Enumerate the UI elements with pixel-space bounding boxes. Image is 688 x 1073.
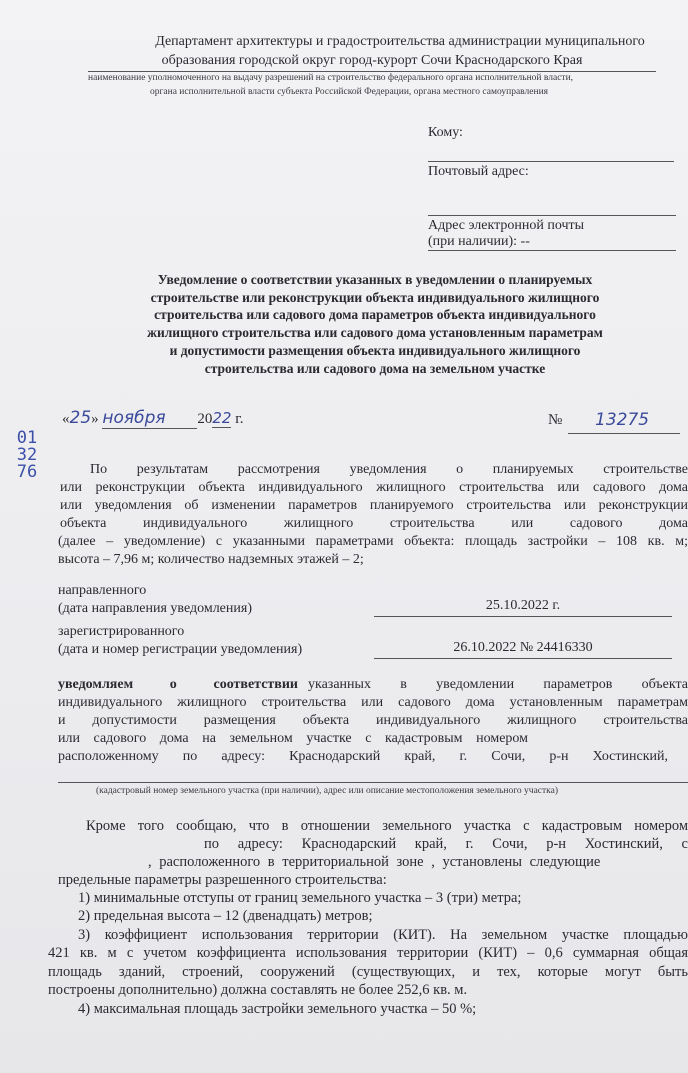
date-day: 25: [69, 408, 92, 428]
org-caption-line1: наименование уполномоченного на выдачу разрешений на строительство федерального органа исполнительной власти,: [88, 73, 574, 83]
add-line-1: Кроме того сообщаю, что в отношении земельного участка с кадастровым номером: [86, 818, 688, 834]
org-name-line1: Департамент архитектуры и градостроительства администрации муниципального: [155, 34, 645, 49]
add-line-6: 2) предельная высота – 12 (двенадцать) метров;: [78, 908, 373, 924]
notify-line-5: расположенному по адресу: Краснодарский край, г. Сочи, р-н Хостинский,: [58, 749, 668, 764]
title-line-1: Уведомление о соответствии указанных в уведомлении о планируемых: [157, 272, 593, 287]
notify-bold: уведомляем о соответствии: [58, 677, 298, 692]
notify-line-4: или садового дома на земельном участке с кадастровым номером: [58, 731, 528, 746]
to-line: [428, 161, 674, 162]
add-line-5: 1) минимальные отступы от границ земельного участка – 3 (три) метра;: [78, 890, 522, 906]
notify-line-3: и допустимости размещения объекта индивидуального жилищного строительства: [58, 713, 688, 728]
add-line-7: 3) коэффициент использования территории (КИТ). На земельном участке площадью: [78, 927, 688, 943]
sent-line: [374, 616, 672, 617]
registered-label: зарегистрированного: [58, 624, 185, 639]
intro-line-1: По результатам рассмотрения уведомления о планируемых строительстве: [90, 462, 688, 477]
add-line-11: 4) максимальная площадь застройки земельного участка – 50 %;: [78, 1001, 477, 1017]
sent-value: 25.10.2022 г.: [485, 598, 561, 613]
title-line-3: строительства или садового дома параметров объекта индивидуального: [154, 307, 596, 322]
add-line-2: по адресу: Краснодарский край, г. Сочи, р-н Хостинский, с: [204, 836, 688, 852]
notify-rule: [58, 782, 688, 783]
add-line-9: площадь зданий, строений, сооружений (существующих, и тех, которые могут быть: [48, 964, 688, 980]
registered-value: 26.10.2022 № 24416330: [453, 640, 593, 655]
number-value: 13275: [595, 410, 650, 430]
add-line-4: предельные параметры разрешенного строительства:: [58, 872, 387, 888]
intro-line-3: или уведомления об изменении параметров планируемого строительства или реконструкции: [60, 498, 688, 513]
document-date: [62, 408, 243, 429]
title-line-5: и допустимости размещения объекта индивидуального жилищного: [169, 343, 581, 358]
to-label: Кому:: [428, 125, 463, 140]
registered-sublabel: (дата и номер регистрации уведомления): [58, 642, 303, 657]
notify-caption: (кадастровый номер земельного участка (при наличии), адрес или описание местоположения земельного участка): [96, 786, 559, 796]
email-note: (при наличии): --: [428, 234, 530, 249]
email-line: [428, 250, 676, 251]
intro-line-4: объекта индивидуального жилищного строительства или садового дома: [60, 516, 688, 531]
date-open-quote: «: [62, 411, 70, 427]
add-line-10: построены дополнительно) должна составлять не более 252,6 кв. м.: [48, 982, 468, 998]
date-year-prefix: 20: [197, 411, 213, 427]
number-line: [568, 433, 680, 434]
sent-sublabel: (дата направления уведомления): [58, 601, 252, 616]
org-caption-line2: органа исполнительной власти субъекта Российской Федерации, органа местного самоуправления: [150, 87, 549, 97]
postal-label: Почтовый адрес:: [428, 164, 529, 179]
org-name-line2: образования городской округ город-курорт Сочи Краснодарского Края: [161, 53, 583, 68]
title-line-6: строительства или садового дома на земельном участке: [204, 361, 546, 376]
header-rule: [88, 71, 656, 72]
date-month: ноября: [102, 408, 197, 429]
date-year-unit: г.: [235, 411, 244, 427]
email-label: Адрес электронной почты: [428, 218, 585, 233]
notify-line1-rest: указанных в уведомлении параметров объекта: [308, 677, 688, 692]
notify-line-1: [58, 677, 688, 693]
registration-stamp-number: 013276: [16, 428, 38, 482]
add-line-3: , расположенного в территориальной зоне , установлены следующие: [148, 854, 601, 870]
registered-line: [374, 658, 672, 659]
intro-line-6: высота – 7,96 м; количество надземных этажей – 2;: [58, 552, 364, 567]
title-line-4: жилищного строительства или садового дома установленным параметрам: [147, 325, 603, 340]
title-line-2: строительстве или реконструкции объекта индивидуального жилищного: [150, 290, 600, 305]
number-label: №: [548, 412, 563, 428]
date-year-suffix: 22: [212, 409, 232, 427]
add-line-8: 421 кв. м с учетом коэффициента использования территории (КИТ) – 0,6 суммарная общая: [48, 945, 688, 961]
sent-label: направленного: [58, 583, 147, 598]
intro-line-2: или реконструкции объекта индивидуального жилищного строительства или садового дома: [60, 480, 688, 495]
notify-line-2: индивидуального жилищного строительства или садового дома установленным параметрам: [58, 695, 688, 710]
date-close-quote: »: [91, 411, 99, 427]
intro-line-5: (далее – уведомление) с указанными параметрами объекта: площадь застройки – 108 кв. м;: [58, 534, 688, 549]
postal-line: [428, 215, 676, 216]
